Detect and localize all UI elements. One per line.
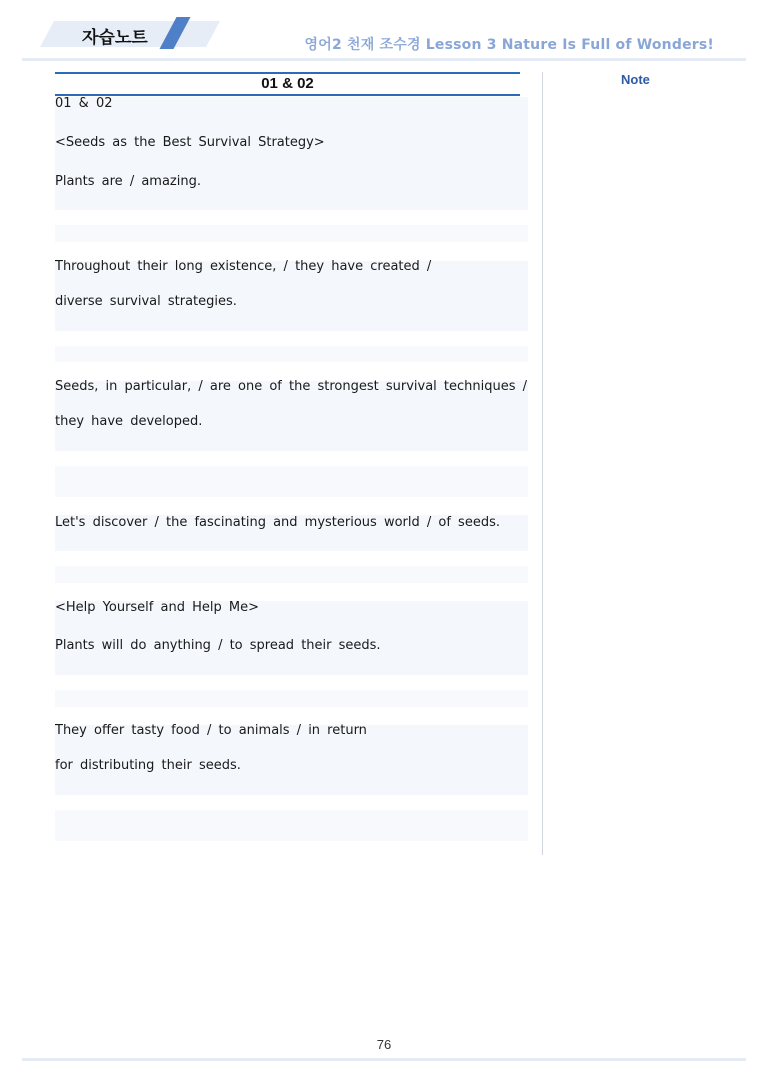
text-line: Plants will do anything / to spread their seeds. (55, 638, 381, 653)
text-line: diverse survival strategies. (55, 294, 237, 309)
blank-block (55, 466, 528, 497)
text-line: Plants are / amazing. (55, 174, 201, 189)
header-subtitle: 영어2 천재 조수경 Lesson 3 Nature Is Full of Wonders! (304, 37, 714, 53)
text-line: <Help Yourself and Help Me> (55, 600, 259, 615)
text-block (55, 97, 528, 210)
page-number: 76 (376, 1037, 392, 1052)
blank-block (55, 566, 528, 583)
header-divider (22, 58, 746, 61)
blank-block (55, 346, 528, 362)
text-line: they have developed. (55, 414, 203, 429)
header-tab (40, 17, 220, 47)
blank-block (55, 810, 528, 841)
text-line: Let's discover / the fascinating and mysterious world / of seeds. (55, 515, 500, 530)
text-line: <Seeds as the Best Survival Strategy> (55, 135, 325, 150)
column-divider (542, 72, 543, 855)
text-line: for distributing their seeds. (55, 758, 241, 773)
footer-divider (22, 1058, 746, 1061)
header-tab-title: 자습노트 (82, 28, 148, 48)
text-line: They offer tasty food / to animals / in return (55, 723, 367, 738)
section-title: 01 & 02 (55, 72, 520, 96)
text-line: 01 & 02 (55, 96, 113, 111)
blank-block (55, 690, 528, 707)
note-label: Note (621, 72, 650, 87)
text-line: Throughout their long existence, / they have created / (55, 259, 432, 274)
text-line: Seeds, in particular, / are one of the strongest survival techniques / (55, 379, 528, 394)
blank-block (55, 225, 528, 242)
